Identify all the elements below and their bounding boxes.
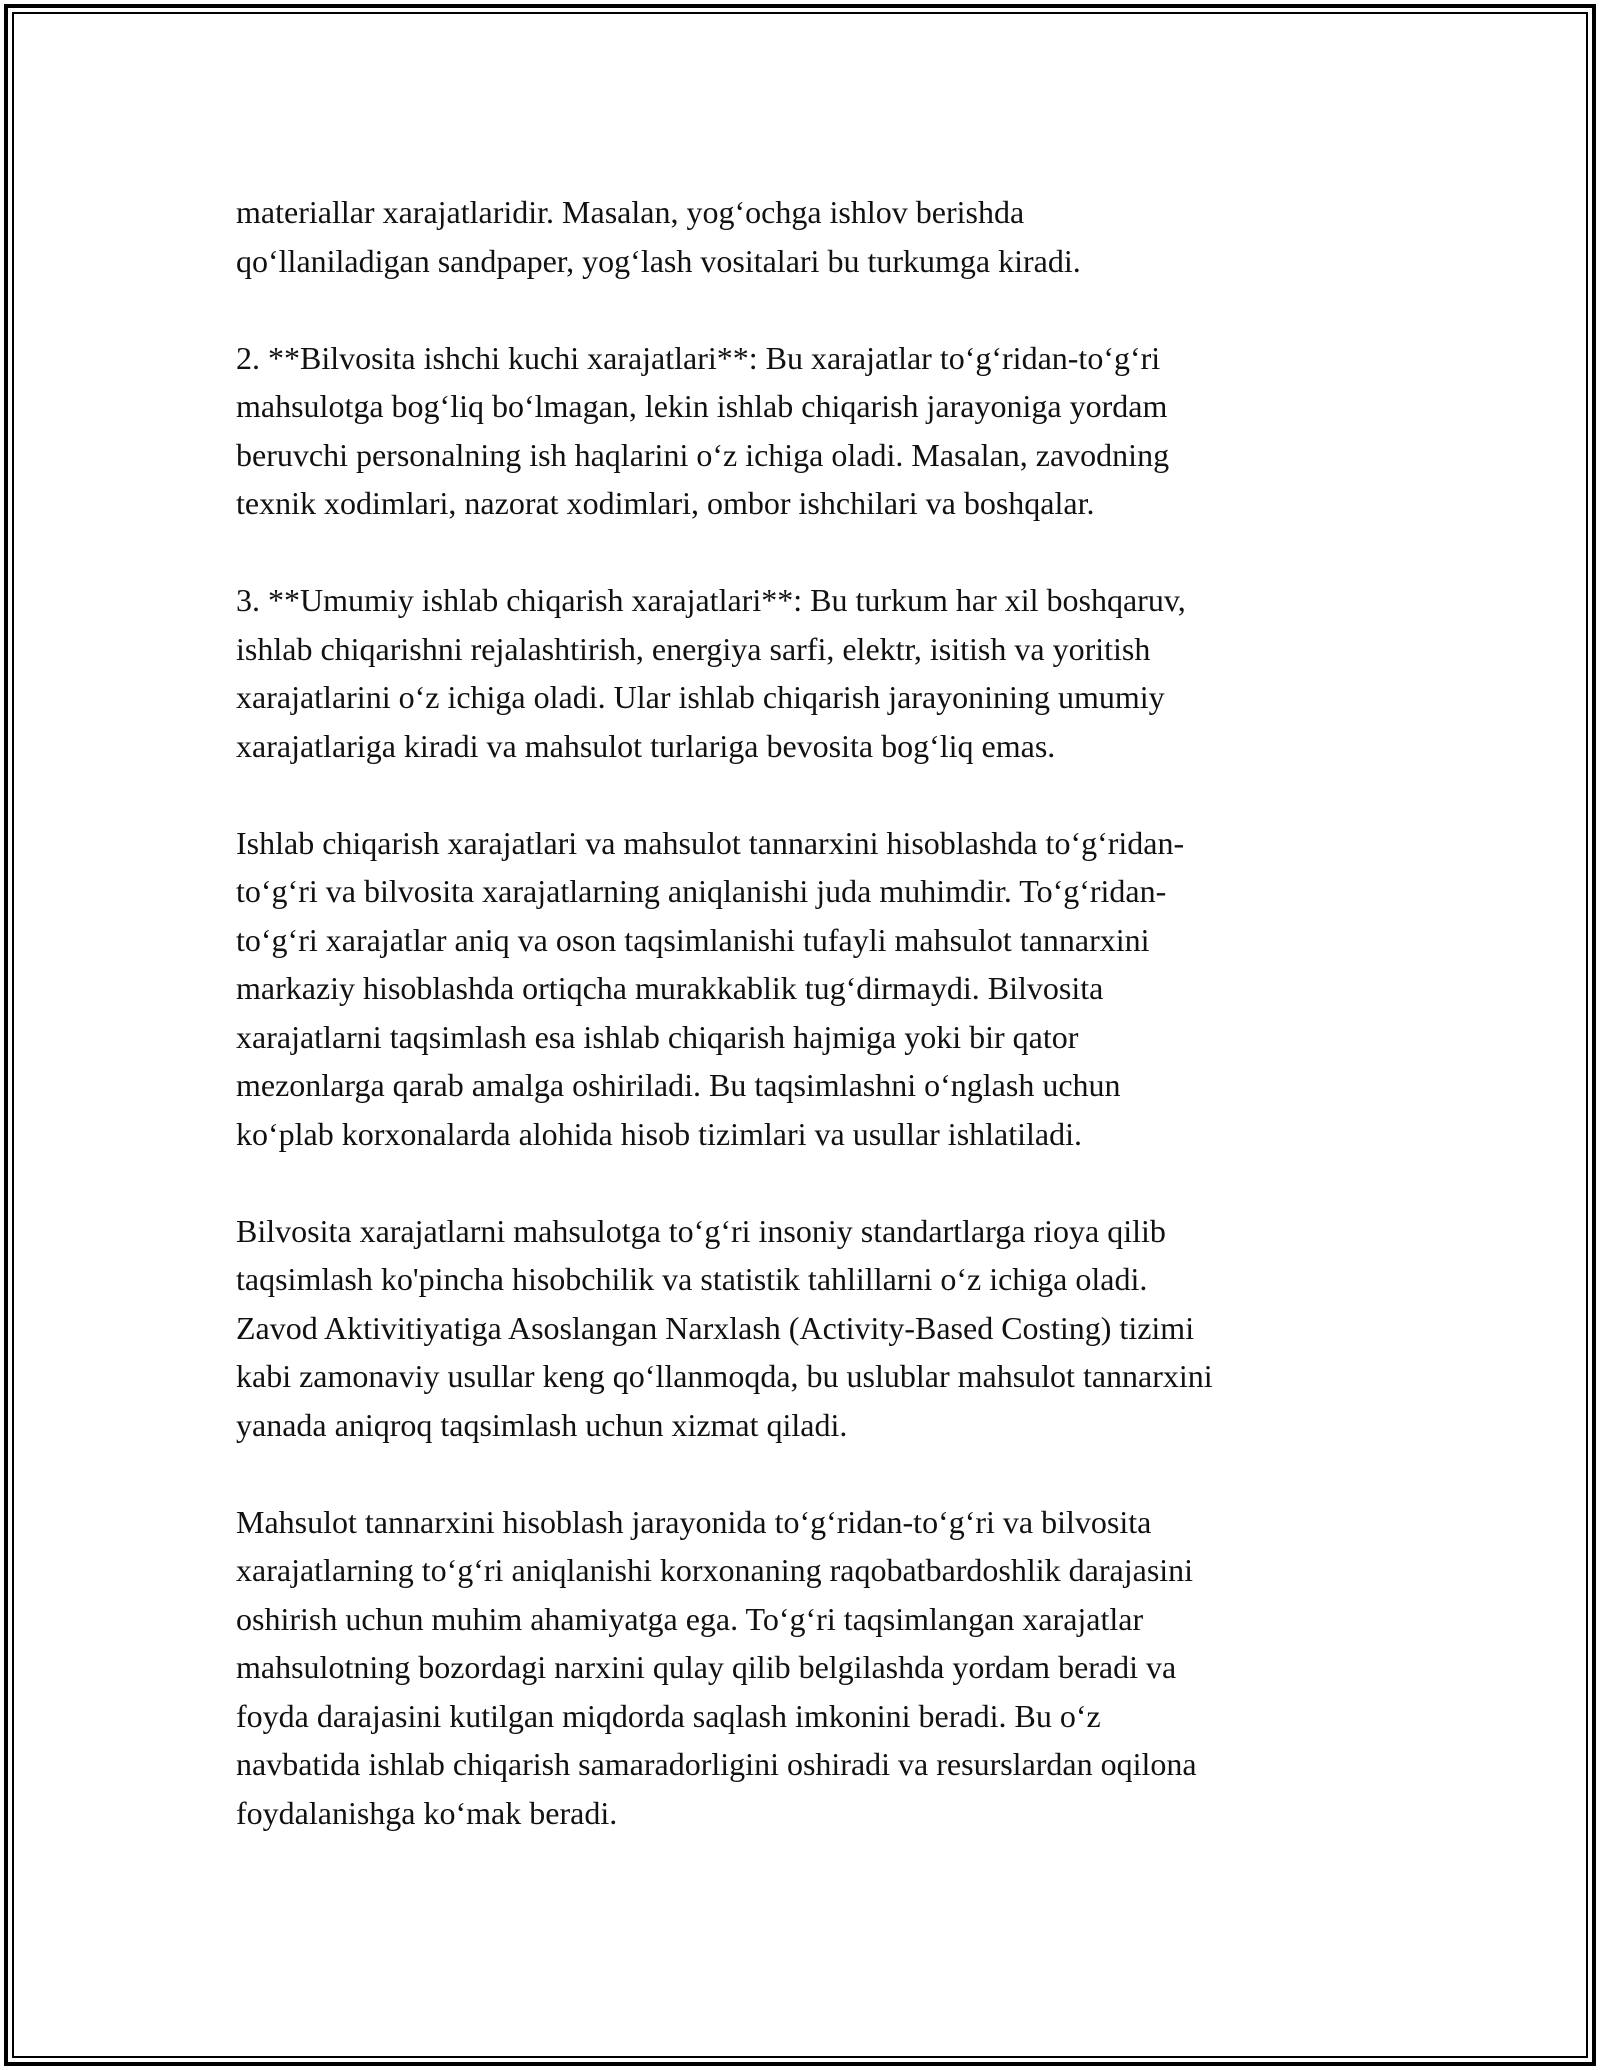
paragraph-indirect-labor: [236, 334, 1376, 528]
text-line: texnik xodimlari, nazorat xodimlari, ombor ishchilari va boshqalar.: [236, 485, 1095, 521]
text-line: xarajatlarni taqsimlash esa ishlab chiqarish hajmiga yoki bir qator: [236, 1018, 1079, 1055]
text-line: navbatida ishlab chiqarish samaradorligini oshiradi va resurslardan oqilona: [236, 1746, 1197, 1782]
paragraph-overhead: [236, 576, 1376, 770]
text-line: qo‘llaniladigan sandpaper, yog‘lash vositalari bu turkumga kiradi.: [236, 242, 1081, 279]
text-line: 3. **Umumiy ishlab chiqarish xarajatlari**: Bu turkum har xil boshqaruv,: [236, 582, 1186, 618]
text-line: taqsimlash ko'pincha hisobchilik va statistik tahlillarni o‘z ichiga oladi.: [236, 1261, 1148, 1297]
text-line: kabi zamonaviy usullar keng qo‘llanmoqda, bu uslublar mahsulot tannarxini: [236, 1358, 1213, 1394]
text-line: Ishlab chiqarish xarajatlari va mahsulot tannarxini hisoblashda to‘g‘ridan-: [236, 824, 1185, 861]
text-line: beruvchi personalning ish haqlarini o‘z ichiga oladi. Masalan, zavodning: [236, 436, 1170, 473]
text-line: 2. **Bilvosita ishchi kuchi xarajatlari**: Bu xarajatlar to‘g‘ridan-to‘g‘ri: [236, 339, 1161, 376]
text-line: xarajatlariga kiradi va mahsulot turlariga bevosita bog‘liq emas.: [236, 727, 1056, 764]
text-line: mahsulotga bog‘liq bo‘lmagan, lekin ishlab chiqarish jarayoniga yordam: [236, 388, 1168, 424]
text-line: ko‘plab korxonalarda alohida hisob tizimlari va usullar ishlatiladi.: [236, 1115, 1082, 1152]
text-line: yanada aniqroq taqsimlash uchun xizmat qiladi.: [236, 1406, 848, 1443]
text-line: foydalanishga ko‘mak beradi.: [236, 1794, 618, 1831]
text-line: foyda darajasini kutilgan miqdorda saqlash imkonini beradi. Bu o‘z: [236, 1697, 1101, 1734]
text-line: oshirish uchun muhim ahamiyatga ega. To‘g‘ri taqsimlangan xarajatlar: [236, 1600, 1144, 1637]
text-line: materiallar xarajatlaridir. Masalan, yog‘ochga ishlov berishda: [236, 194, 1025, 230]
paragraph-cost-calculation: [236, 819, 1376, 1159]
paragraph-conclusion: [236, 1498, 1376, 1838]
paragraph-allocation: [236, 1207, 1376, 1450]
text-line: Zavod Aktivitiyatiga Asoslangan Narxlash (Activity-Based Costing) tizimi: [236, 1309, 1195, 1346]
text-line: to‘g‘ri va bilvosita xarajatlarning aniqlanishi juda muhimdir. To‘g‘ridan-: [236, 873, 1167, 909]
document-body: [236, 188, 1376, 1837]
text-line: mezonlarga qarab amalga oshiriladi. Bu taqsimlashni o‘nglash uchun: [236, 1067, 1121, 1103]
text-line: mahsulotning bozordagi narxini qulay qilib belgilashda yordam beradi va: [236, 1649, 1177, 1685]
text-line: xarajatlarning to‘g‘ri aniqlanishi korxonaning raqobatbardoshlik darajasini: [236, 1552, 1194, 1588]
text-line: ishlab chiqarishni rejalashtirish, energiya sarfi, elektr, isitish va yoritish: [236, 630, 1151, 667]
text-line: markaziy hisoblashda ortiqcha murakkablik tug‘dirmaydi. Bilvosita: [236, 970, 1104, 1006]
text-line: xarajatlarini o‘z ichiga oladi. Ular ishlab chiqarish jarayonining umumiy: [236, 679, 1165, 715]
paragraph-materials: [236, 188, 1376, 285]
text-line: to‘g‘ri xarajatlar aniq va oson taqsimlanishi tufayli mahsulot tannarxini: [236, 921, 1150, 958]
text-line: Mahsulot tannarxini hisoblash jarayonida to‘g‘ridan-to‘g‘ri va bilvosita: [236, 1503, 1152, 1540]
text-line: Bilvosita xarajatlarni mahsulotga to‘g‘ri insoniy standartlarga rioya qilib: [236, 1212, 1166, 1249]
